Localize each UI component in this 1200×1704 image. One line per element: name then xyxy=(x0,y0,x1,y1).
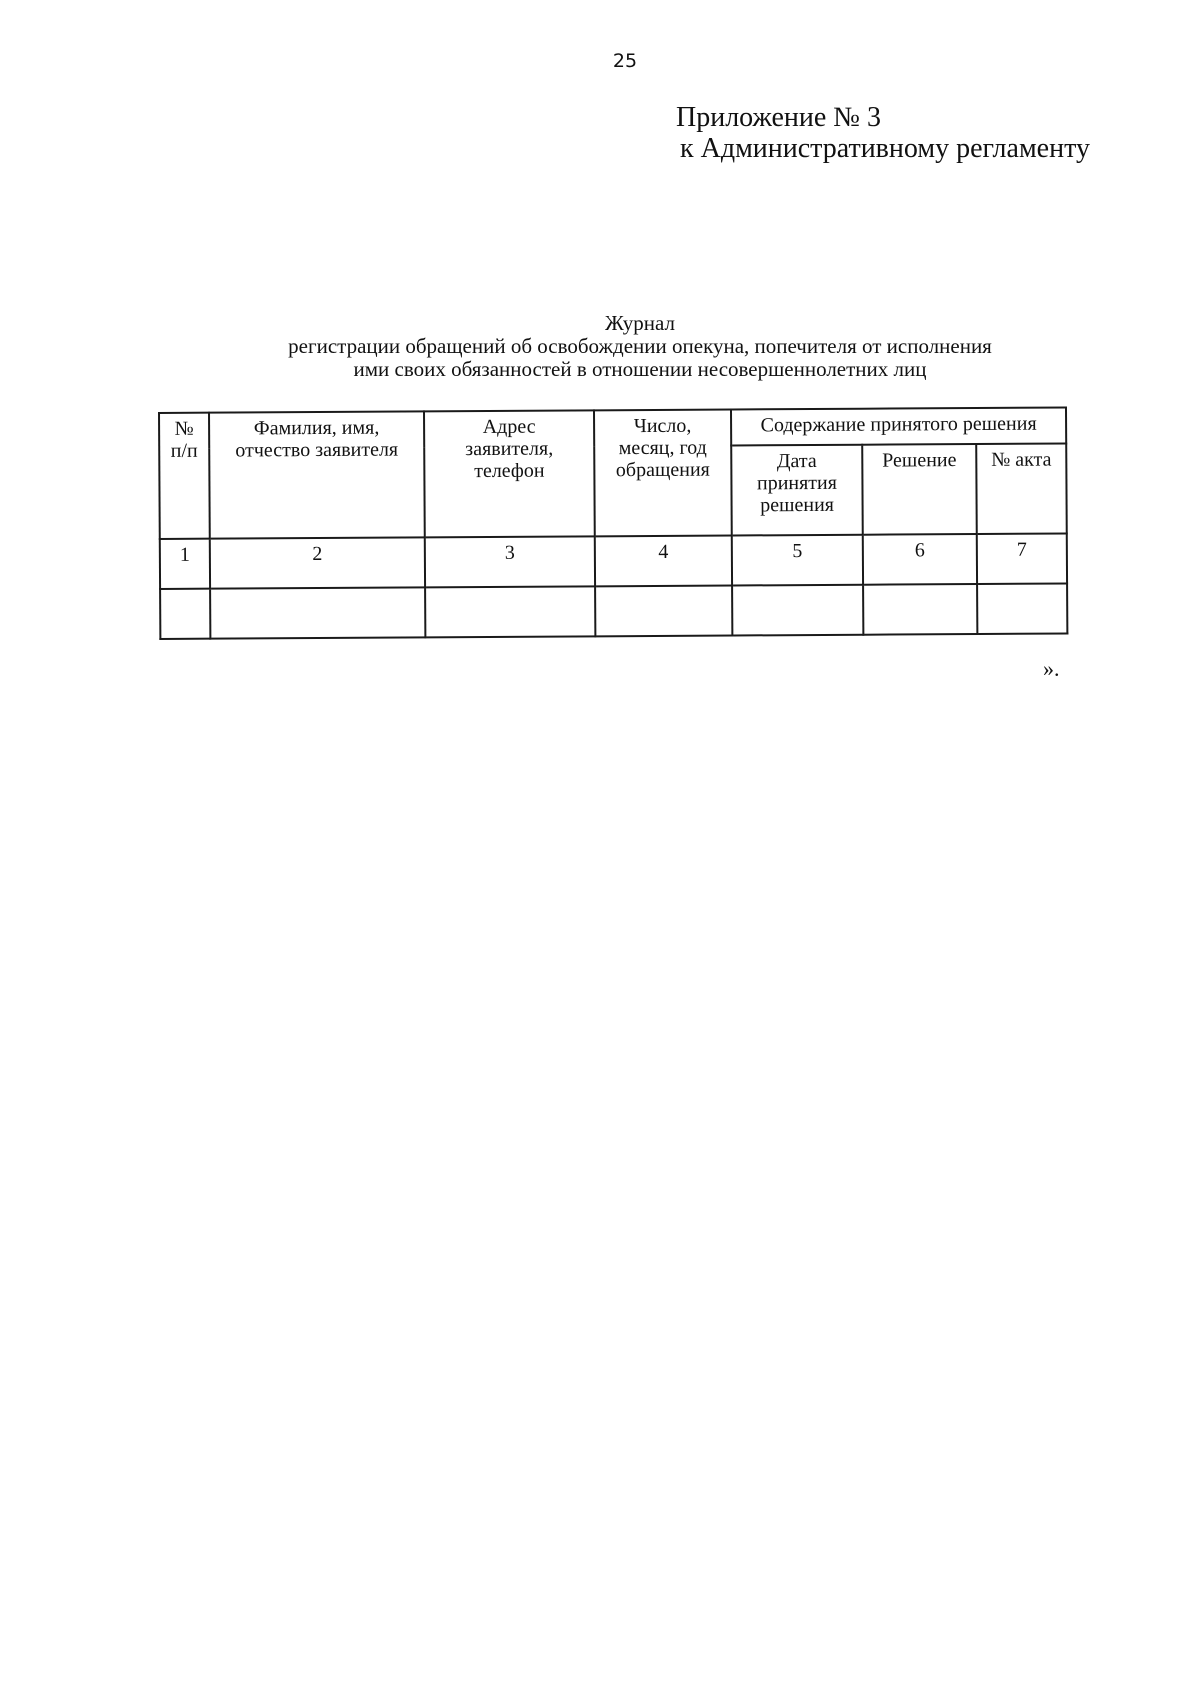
journal-subtitle-line1: регистрации обращений об освобождении опекуна, попечителя от исполнения xyxy=(288,334,992,358)
journal-subtitle-line2: ими своих обязанностей в отношении несовершеннолетних лиц xyxy=(353,357,927,381)
header-decision: Решение xyxy=(862,444,977,535)
empty-cell xyxy=(160,589,210,639)
empty-cell xyxy=(732,585,863,636)
empty-cell xyxy=(210,587,425,638)
header-request-date: Число, месяц, год обращения xyxy=(594,409,732,536)
journal-table xyxy=(158,406,1068,640)
column-numbers-row xyxy=(160,533,1067,589)
journal-title-block xyxy=(200,312,1080,381)
header-decision-group: Содержание принятого решения xyxy=(731,407,1066,445)
column-number: 1 xyxy=(160,539,210,589)
appendix-number: Приложение № 3 xyxy=(676,102,881,133)
empty-cell xyxy=(595,585,732,636)
journal-title: Журнал xyxy=(604,311,675,335)
empty-cell xyxy=(977,583,1067,634)
page-number: 25 xyxy=(612,50,638,72)
column-number: 4 xyxy=(595,535,732,586)
column-number: 5 xyxy=(732,535,863,586)
header-applicant-address: Адрес заявителя, телефон xyxy=(424,410,595,537)
closing-quote-mark: ». xyxy=(1043,656,1060,681)
header-decision-date: Дата принятия решения xyxy=(731,445,863,536)
header-applicant-name: Фамилия, имя, отчество заявителя xyxy=(209,411,425,538)
column-number: 2 xyxy=(210,537,425,588)
header-act-number: № акта xyxy=(976,443,1067,534)
empty-table-row xyxy=(160,583,1067,639)
journal-table-wrapper xyxy=(158,406,1068,640)
empty-cell xyxy=(863,584,977,635)
appendix-reference: к Административному регламенту xyxy=(680,133,1090,164)
column-number: 6 xyxy=(863,534,977,585)
column-number: 7 xyxy=(977,533,1067,584)
header-row-number: № п/п xyxy=(159,413,210,539)
column-number: 3 xyxy=(425,536,595,587)
empty-cell xyxy=(425,586,595,637)
appendix-heading xyxy=(676,102,1090,164)
